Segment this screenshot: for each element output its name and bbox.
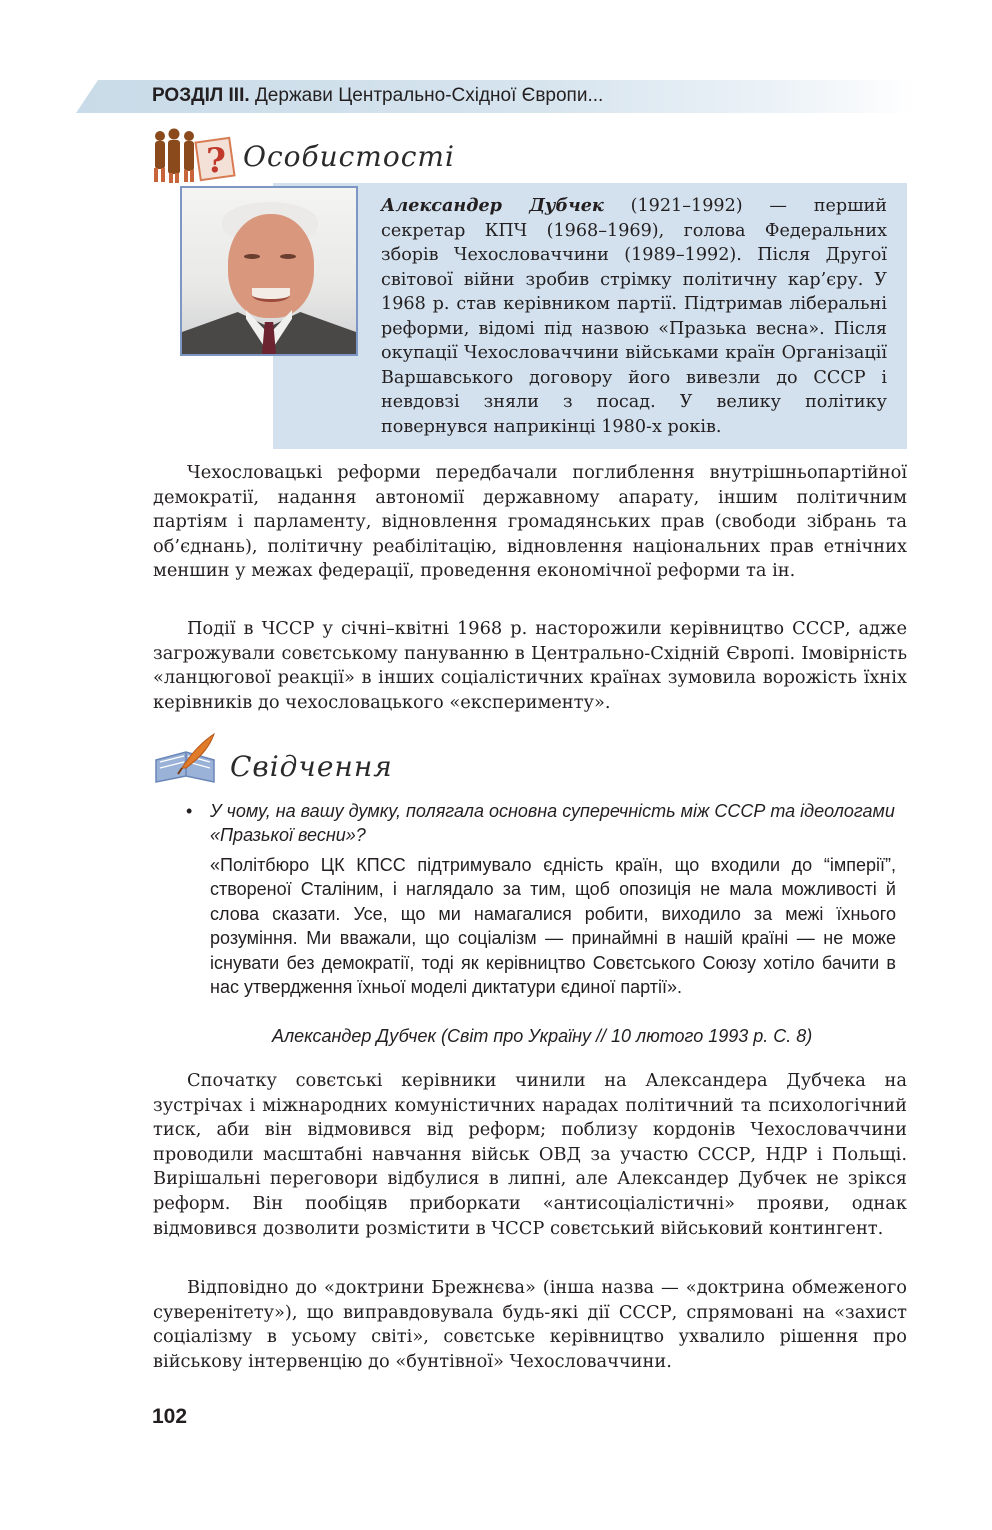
quote-attribution: Александер Дубчек (Світ про Україну // 10 лютого 1993 р. С. 8) — [272, 1026, 813, 1046]
svg-text:?: ? — [206, 141, 226, 181]
paragraph: Відповідно до «доктрини Брежнєва» (інша назва — «доктрина обмеженого суверенітету»), що виправдовувала будь-які дії СССР, спрямовані на «захист соціалізму в усьому світі», совєтське керівництво ухвалило рішення про військову інтервенцію до «бунтівної» Чехословаччини. — [153, 1277, 907, 1372]
page-number: 102 — [152, 1405, 188, 1428]
header-section: РОЗДІЛ ІІІ. — [152, 85, 250, 106]
header-title: Держави Центрально-Східної Європи... — [254, 85, 604, 106]
paragraph: Події в ЧССР у січні–квітні 1968 р. насторожили керівництво СССР, адже загрожували совєтському пануванню в Центрально-Східній Європі. Імовірність «ланцюгової реакції» в інших соціалістичних країнах зумовила ворожість їхніх керівників до чехословацького «експерименту». — [153, 618, 907, 713]
people-question-icon — [150, 126, 240, 184]
bio-description: (1921–1992) — перший секретар КПЧ (1968–1969), голова Федеральних зборів Чехословаччини (1989–1992). Після Другої світової війни зробив стрімку політичну кар’єру. У 1968 р. став керівником партії. Підтримав ліберальні реформи, відомі під назвою «Празька весна». Після окупації Чехословаччини військами країн Організації Варшавського договору його вивезли до СССР і невдовзі зняли з посад. У велику політику повернувся наприкінці 1980-х років. — [381, 196, 887, 437]
bullet-marker: • — [186, 801, 193, 821]
paragraph: Спочатку совєтські керівники чинили на Александера Дубчека на зустрічах і міжнародних комуністичних нарадах політичний та психологічний тиск, аби він відмовився від реформ; поблизу кордонів Чехословаччини проводили масштабні навчання військ ОВД за участю СССР, НДР і Польщі. Вирішальні переговори відбулися в липні, але Александер Дубчек не зрікся реформ. Він пообіцяв приборкати «антисоціалістичні» прояви, однак відмовився дозволити розмістити в ЧССР совєтський військовий контингент. — [153, 1070, 907, 1239]
portrait-photo — [180, 186, 358, 356]
running-header — [152, 85, 603, 107]
personalities-heading: Особистості — [243, 140, 455, 173]
bio-text — [381, 194, 887, 439]
question-text: У чому, на вашу думку, полягала основна суперечність між СССР та ідеологами «Празької весни»? — [210, 801, 895, 845]
quote-text: «Політбюро ЦК КПСС підтримувало єдність країн, що входили до “імперії”, створеної Сталіним, і наглядало за тим, щоб опозиція не мала можливості й слова сказати. Усе, що ми намагалися робити, виходило за межі їхнього розуміння. Ми вважали, що соціалізм — принаймні в нашій країні — не може існувати без демократії, тоді як керівництво Совєтського Союзу хотіло бачити в нас утвердження їхньої моделі диктатури єдиної партії». — [210, 855, 896, 998]
book-quill-icon — [152, 730, 222, 786]
paragraph: Чехословацькі реформи передбачали поглиблення внутрішньопартійної демократії, надання автономії державному апарату, іншим політичним партіям і парламенту, відновлення громадянських прав (свободи зібрань та об’єднань), політичну реабілітацію, відновлення національних прав етнічних меншин у межах федерації, проведення економічної реформи та ін. — [153, 462, 907, 582]
header-band-cut — [76, 80, 98, 113]
person-name: Александер Дубчек — [381, 195, 604, 216]
evidence-heading: Свідчення — [230, 750, 393, 783]
